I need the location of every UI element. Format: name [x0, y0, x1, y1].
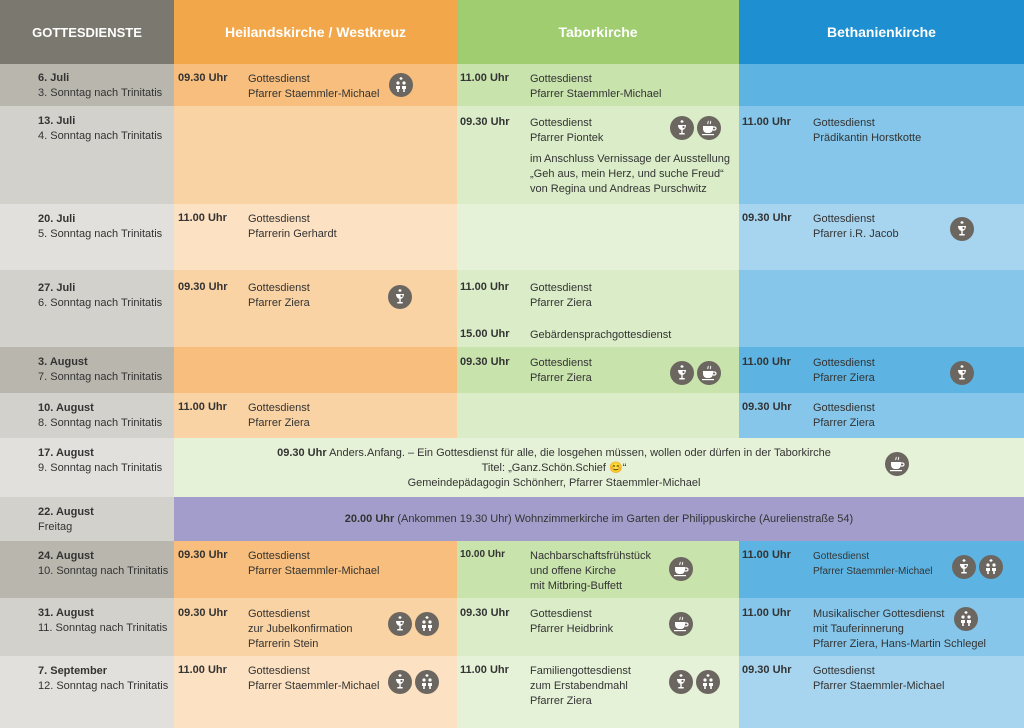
date-label: 22. August — [38, 506, 94, 518]
communion-icon — [950, 217, 974, 241]
event-time: 11.00 Uhr — [460, 664, 509, 676]
date-cell — [0, 656, 174, 728]
event-title: Familiengottesdienst — [530, 665, 631, 677]
event-details — [248, 549, 379, 579]
cell-heiland — [174, 347, 457, 393]
date-cell — [0, 204, 174, 270]
event-title: Gottesdienst — [813, 213, 875, 225]
event-title: Anders.Anfang. – Ein Gottesdienst für alle, die losgehen müssen, wollen oder dürfen in der Taborkirche — [326, 447, 831, 459]
event-title: Gottesdienst — [530, 357, 592, 369]
date-cell — [0, 541, 174, 598]
event-pastor: Prädikantin Horstkotte — [813, 132, 922, 144]
event-title: Gottesdienst — [248, 665, 310, 677]
date-sub: 4. Sonntag nach Trinitatis — [38, 130, 163, 142]
communion-icon — [388, 285, 412, 309]
event-time: 09.30 Uhr — [460, 116, 510, 128]
event-time: 11.00 Uhr — [460, 72, 509, 84]
event-title: Gottesdienst — [530, 117, 592, 129]
event-title: mit Mitbring-Buffett — [530, 580, 623, 592]
event-pastor: Pfarrer Heidbrink — [530, 623, 614, 635]
date-cell — [0, 497, 174, 541]
event-time: 09.30 Uhr — [178, 549, 228, 561]
event-time: 09.30 Uhr — [742, 212, 792, 224]
children-icon — [954, 607, 978, 631]
children-icon — [415, 612, 439, 636]
coffee-icon — [697, 116, 721, 140]
event-details — [530, 72, 661, 102]
event-subtitle: Titel: „Ganz.Schön.Schief 😊“ — [481, 462, 627, 474]
event-time: 11.00 Uhr — [178, 401, 227, 413]
cell-tabor — [457, 204, 739, 270]
date-cell — [0, 598, 174, 656]
header-services-label: GOTTESDIENSTE — [32, 24, 142, 40]
coffee-icon — [885, 452, 909, 476]
event-time: 09.30 Uhr — [742, 664, 792, 676]
event-details — [813, 212, 899, 242]
children-icon — [979, 555, 1003, 579]
event-details — [248, 281, 310, 311]
event-title: Nachbarschaftsfrühstück — [530, 550, 652, 562]
event-details — [813, 549, 932, 579]
event-pastor: Pfarrer Ziera — [248, 417, 310, 429]
date-label: 17. August — [38, 447, 94, 459]
event-title: Gottesdienst — [248, 402, 310, 414]
event-time: 10.00 Uhr — [460, 549, 506, 560]
header-taborkirche — [457, 0, 739, 64]
event-details — [248, 607, 353, 652]
event-details — [530, 281, 592, 311]
cell-heiland — [174, 106, 457, 204]
event-title: Gebärdensprachgottesdienst — [530, 329, 672, 341]
event-time: 11.00 Uhr — [178, 212, 227, 224]
header-bethanienkirche — [739, 0, 1024, 64]
communion-icon — [669, 670, 693, 694]
date-label: 7. September — [38, 665, 108, 677]
communion-icon — [670, 116, 694, 140]
event-title: Gottesdienst — [248, 282, 310, 294]
date-sub: 8. Sonntag nach Trinitatis — [38, 417, 163, 429]
event-pastor: Pfarrer Ziera — [248, 297, 310, 309]
children-icon — [696, 670, 720, 694]
communion-icon — [952, 555, 976, 579]
event-title: Gottesdienst — [248, 213, 310, 225]
date-label: 6. Juli — [38, 72, 70, 84]
event-time: 11.00 Uhr — [178, 664, 227, 676]
date-sub: Freitag — [38, 521, 73, 533]
children-icon — [415, 670, 439, 694]
date-cell — [0, 64, 174, 106]
event-pastor: Pfarrer Ziera — [530, 297, 592, 309]
event-note: von Regina und Andreas Purschwitz — [530, 183, 707, 195]
cell-bethanien — [739, 64, 1024, 106]
event-details — [813, 356, 875, 386]
date-label: 27. Juli — [38, 282, 76, 294]
event-time: 11.00 Uhr — [742, 356, 791, 368]
event-title: Gottesdienst — [248, 550, 310, 562]
event-pastor: Pfarrer i.R. Jacob — [813, 228, 899, 240]
event-line — [174, 446, 934, 461]
header-heilandskirche — [174, 0, 457, 64]
cell-tabor — [457, 393, 739, 438]
event-title: zum Erstabendmahl — [530, 680, 628, 692]
date-sub: 7. Sonntag nach Trinitatis — [38, 371, 163, 383]
event-title: und offene Kirche — [530, 565, 617, 577]
cell-bethanien — [739, 270, 1024, 347]
date-sub: 6. Sonntag nach Trinitatis — [38, 297, 163, 309]
date-label: 10. August — [38, 402, 94, 414]
event-pastor: Pfarrer Staemmler-Michael — [248, 565, 380, 577]
event-details — [530, 664, 631, 709]
communion-icon — [388, 670, 412, 694]
event-time: 09.30 Uhr — [178, 281, 228, 293]
event-title: Musikalischer Gottesdienst — [813, 608, 945, 620]
event-title: (Ankommen 19.30 Uhr) Wohnzimmerkirche im Garten der Philippuskirche (Aurelienstraße 54) — [394, 513, 854, 525]
communion-icon — [388, 612, 412, 636]
date-label: 24. August — [38, 550, 94, 562]
event-details — [530, 607, 613, 637]
event-time: 11.00 Uhr — [742, 607, 791, 619]
event-details — [530, 356, 592, 386]
event-details — [813, 664, 944, 694]
event-title: Gottesdienst — [248, 608, 310, 620]
event-details — [248, 212, 337, 242]
event-time: 09.30 Uhr — [178, 607, 228, 619]
event-time: 09.30 Uhr — [178, 72, 228, 84]
event-time: 11.00 Uhr — [460, 281, 509, 293]
event-time: 09.30 Uhr — [742, 401, 792, 413]
communion-icon — [670, 361, 694, 385]
event-title: Gottesdienst — [248, 73, 310, 85]
date-label: 13. Juli — [38, 115, 76, 127]
event-details-span — [174, 446, 934, 491]
event-title: Gottesdienst — [813, 402, 875, 414]
date-sub: 11. Sonntag nach Trinitatis — [38, 622, 168, 634]
event-time: 09.30 Uhr — [277, 447, 327, 459]
event-pastor: Pfarrer Staemmler-Michael — [248, 680, 380, 692]
event-note: „Geh aus, mein Herz, und suche Freud“ — [530, 168, 724, 180]
event-title: Gottesdienst — [813, 665, 875, 677]
coffee-icon — [697, 361, 721, 385]
event-pastor: Pfarrer Piontek — [530, 132, 604, 144]
header-heilandskirche-label: Heilandskirche / Westkreuz — [224, 24, 407, 40]
cell-bethanien — [739, 393, 1024, 438]
header-services — [0, 0, 174, 64]
event-details — [813, 116, 921, 146]
date-sub: 3. Sonntag nach Trinitatis — [38, 87, 163, 99]
header-taborkirche-label: Taborkirche — [558, 24, 638, 40]
cell-bethanien — [739, 347, 1024, 393]
event-pastor: Pfarrer Staemmler-Michael — [248, 88, 380, 100]
event-details — [248, 401, 310, 431]
communion-icon — [950, 361, 974, 385]
event-title: Gottesdienst — [530, 608, 592, 620]
date-label: 20. Juli — [38, 213, 76, 225]
date-cell — [0, 270, 174, 347]
event-pastor: Pfarrer Ziera — [530, 372, 592, 384]
event-pastor: Pfarrerin Stein — [248, 638, 319, 650]
event-title: Gottesdienst — [530, 73, 592, 85]
date-sub: 12. Sonntag nach Trinitatis — [38, 680, 169, 692]
date-sub: 10. Sonntag nach Trinitatis — [38, 565, 169, 577]
event-time: 09.30 Uhr — [460, 607, 510, 619]
event-details — [248, 664, 379, 694]
event-title: Gottesdienst — [530, 282, 592, 294]
children-icon — [389, 73, 413, 97]
event-title: Gottesdienst — [813, 357, 875, 369]
date-label: 3. August — [38, 356, 88, 368]
event-pastor: Gemeindepädagogin Schönherr, Pfarrer Staemmler-Michael — [407, 477, 701, 489]
event-note: im Anschluss Vernissage der Ausstellung — [530, 153, 730, 165]
cell-heiland — [174, 393, 457, 438]
date-sub: 5. Sonntag nach Trinitatis — [38, 228, 163, 240]
event-time: 15.00 Uhr — [460, 328, 510, 340]
event-time: 11.00 Uhr — [742, 116, 791, 128]
event-title: Gottesdienst — [813, 117, 875, 129]
coffee-icon — [669, 557, 693, 581]
event-details — [813, 401, 875, 431]
event-title: mit Tauferinnerung — [813, 623, 904, 635]
event-pastor: Pfarrer Staemmler-Michael — [813, 680, 945, 692]
coffee-icon — [669, 612, 693, 636]
event-details-span — [174, 512, 1024, 527]
event-title: zur Jubelkonfirmation — [248, 623, 353, 635]
event-pastor: Pfarrer Ziera — [813, 372, 875, 384]
event-pastor: Pfarrer Staemmler-Michael — [813, 566, 933, 577]
event-details — [530, 549, 651, 594]
event-pastor: Pfarrer Staemmler-Michael — [530, 88, 662, 100]
date-cell — [0, 106, 174, 204]
header-bethanienkirche-label: Bethanienkirche — [827, 24, 936, 40]
event-title: Gottesdienst — [813, 551, 870, 562]
date-label: 31. August — [38, 607, 94, 619]
event-pastor: Pfarrerin Gerhardt — [248, 228, 337, 240]
date-cell — [0, 347, 174, 393]
date-cell — [0, 393, 174, 438]
event-details — [248, 72, 379, 102]
event-pastor: Pfarrer Ziera — [530, 695, 592, 707]
date-sub: 9. Sonntag nach Trinitatis — [38, 462, 163, 474]
event-time: 20.00 Uhr — [344, 513, 395, 525]
event-time: 09.30 Uhr — [460, 356, 510, 368]
date-cell — [0, 438, 174, 497]
event-pastor: Pfarrer Ziera, Hans-Martin Schlegel — [813, 638, 987, 650]
event-time: 11.00 Uhr — [742, 549, 791, 561]
event-pastor: Pfarrer Ziera — [813, 417, 875, 429]
